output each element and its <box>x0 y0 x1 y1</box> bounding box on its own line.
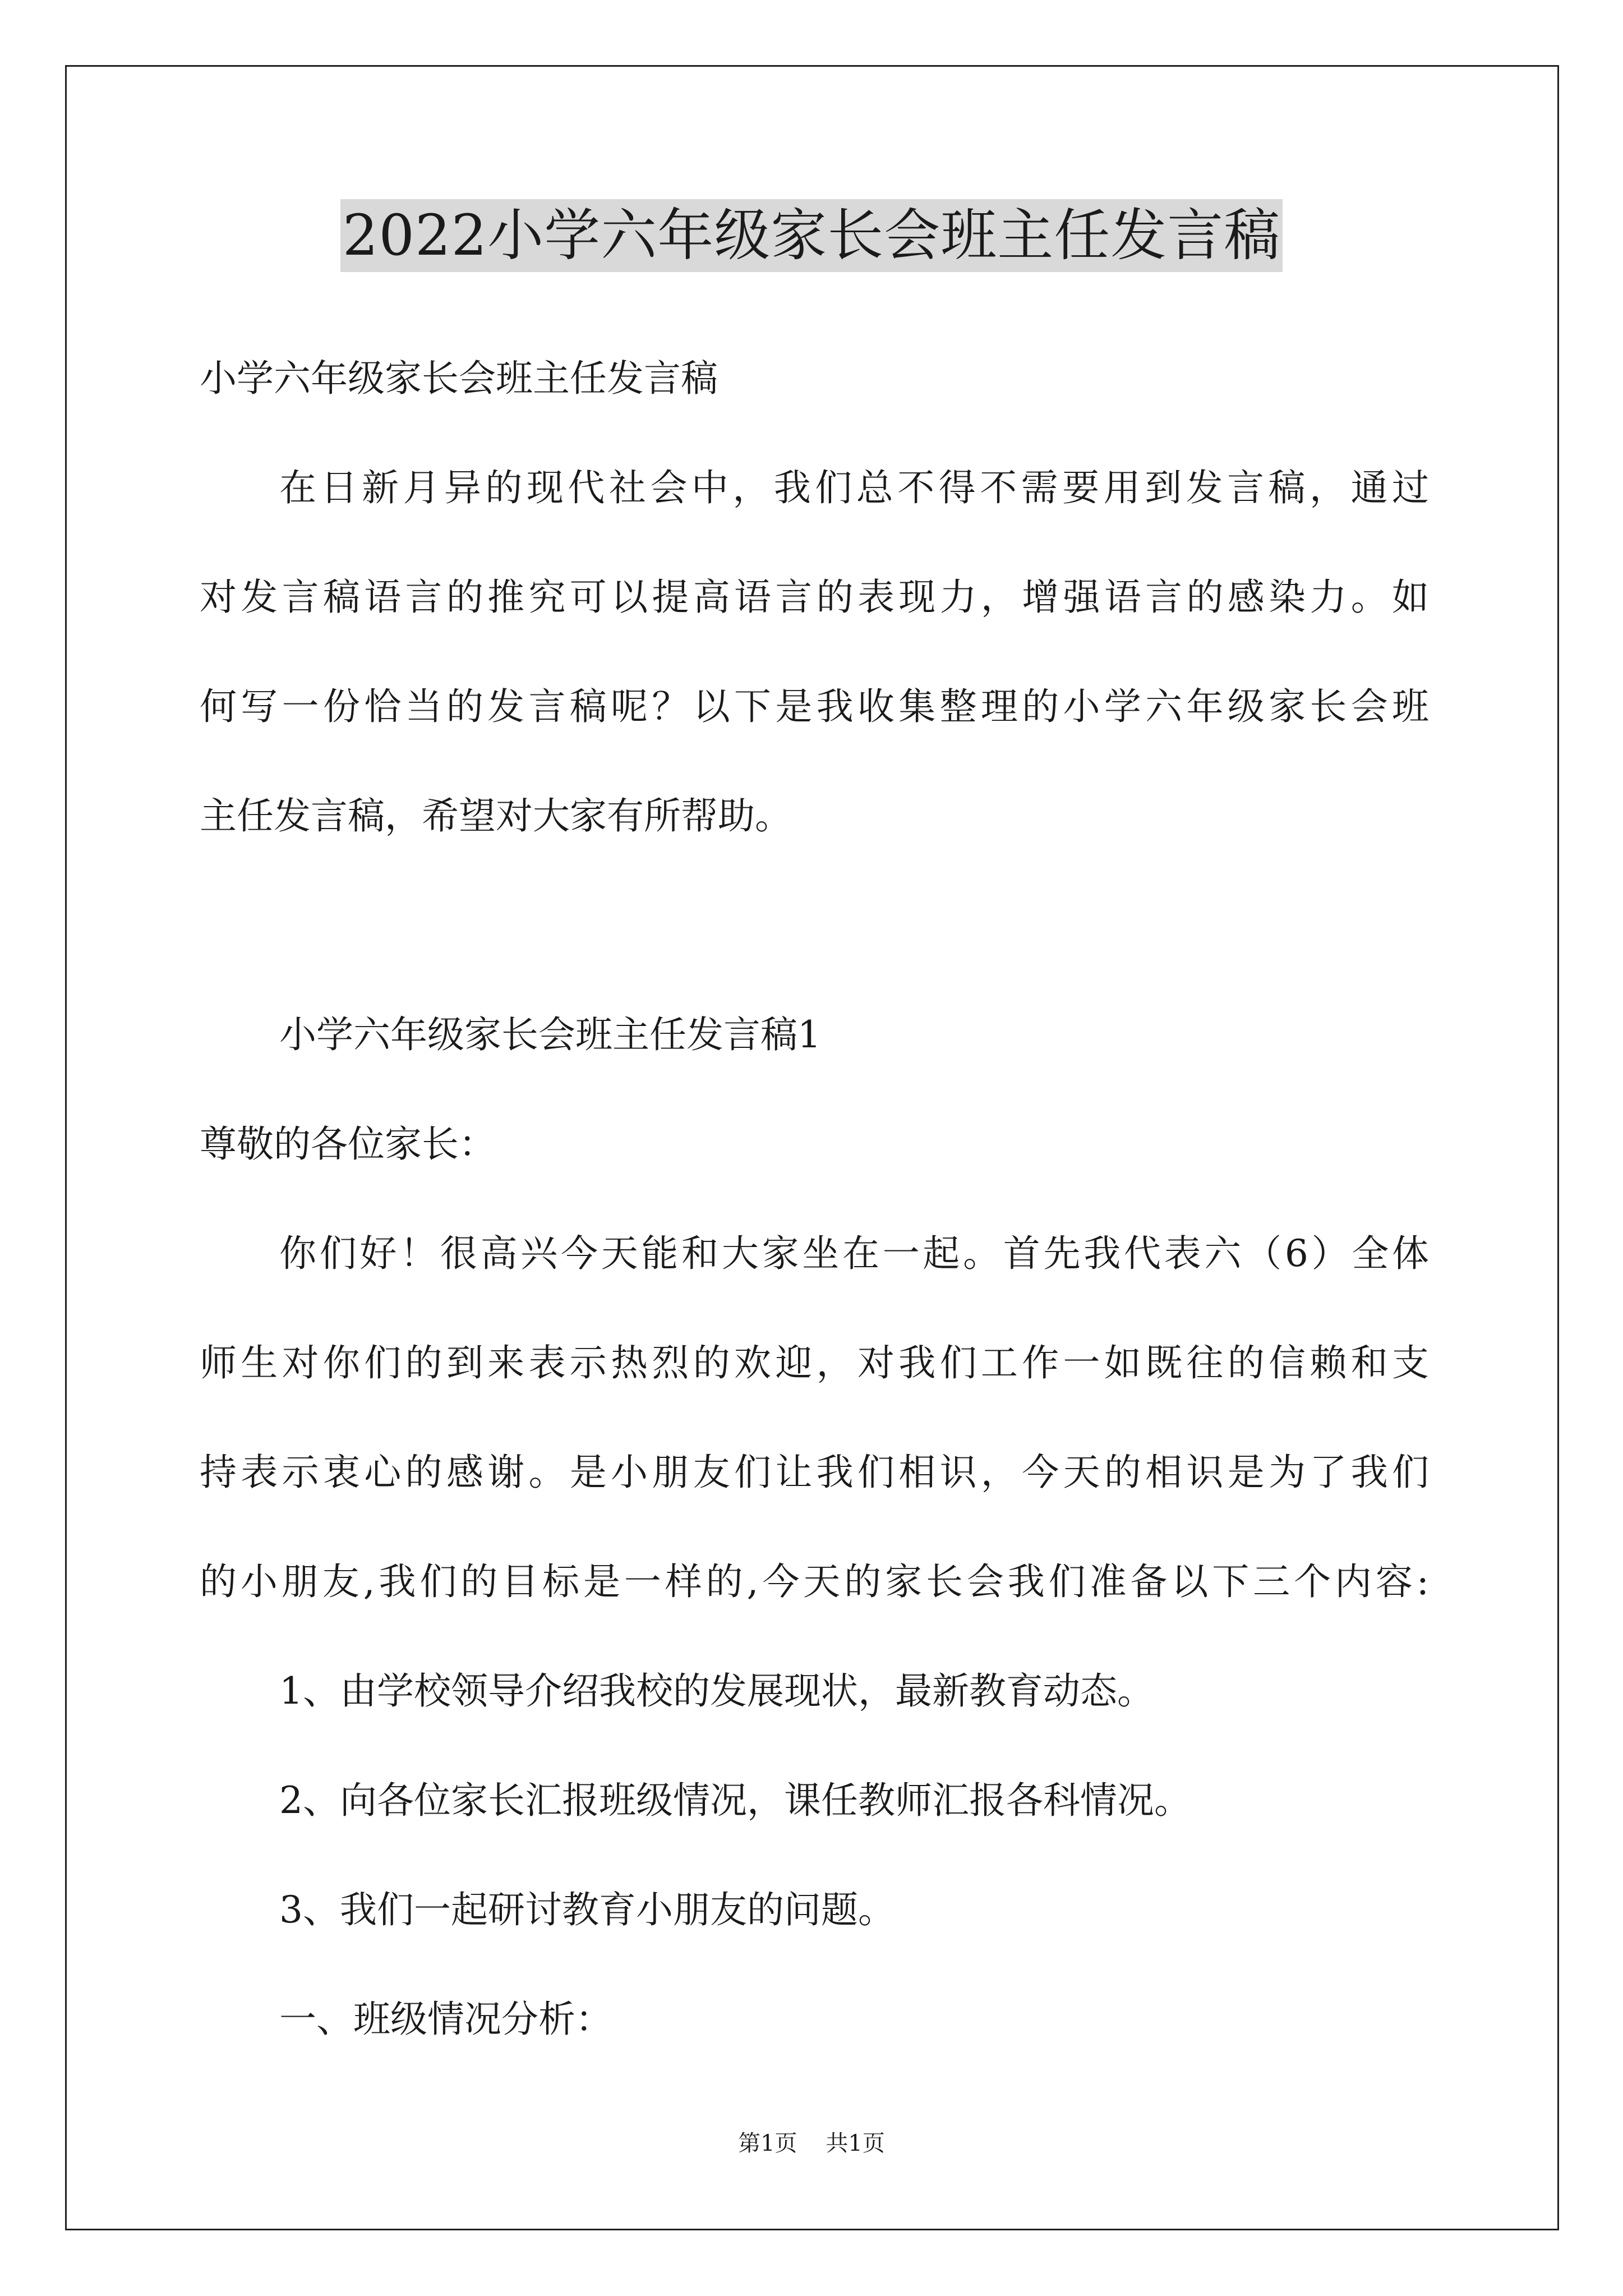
greeting-line-4: 的小朋友,我们的目标是一样的,今天的家长会我们准备以下三个内容: <box>200 1560 1429 1603</box>
intro-line-4: 主任发言稿，希望对大家有所帮助。 <box>200 794 792 838</box>
greeting-line-3: 持表示衷心的感谢。是小朋友们让我们相识，今天的相识是为了我们 <box>200 1451 1429 1494</box>
section-heading: 小学六年级家长会班主任发言稿1 <box>279 1013 821 1056</box>
agenda-item-2: 2、向各位家长汇报班级情况，课任教师汇报各科情况。 <box>279 1779 1191 1822</box>
agenda-item-1: 1、由学校领导介绍我校的发展现状，最新教育动态。 <box>279 1669 1154 1713</box>
title-container <box>0 199 1623 272</box>
document-title: 2022小学六年级家长会班主任发言稿 <box>340 199 1283 272</box>
greeting-line-2: 师生对你们的到来表示热烈的欢迎，对我们工作一如既往的信赖和支 <box>200 1341 1429 1384</box>
agenda-item-3: 3、我们一起研讨教育小朋友的问题。 <box>279 1888 895 1931</box>
page-footer: 第1页 共1页 <box>738 2131 885 2156</box>
intro-line-1: 在日新月异的现代社会中，我们总不得不需要用到发言稿，通过 <box>279 466 1429 509</box>
intro-line-2: 对发言稿语言的推究可以提高语言的表现力，增强语言的感染力。如 <box>200 576 1429 619</box>
salutation: 尊敬的各位家长： <box>200 1122 496 1166</box>
greeting-line-1: 你们好！很高兴今天能和大家坐在一起。首先我代表六（6）全体 <box>279 1232 1429 1275</box>
document-subtitle: 小学六年级家长会班主任发言稿 <box>200 357 718 400</box>
intro-line-3: 何写一份恰当的发言稿呢？以下是我收集整理的小学六年级家长会班 <box>200 685 1429 728</box>
part-heading: 一、班级情况分析： <box>279 1998 612 2041</box>
